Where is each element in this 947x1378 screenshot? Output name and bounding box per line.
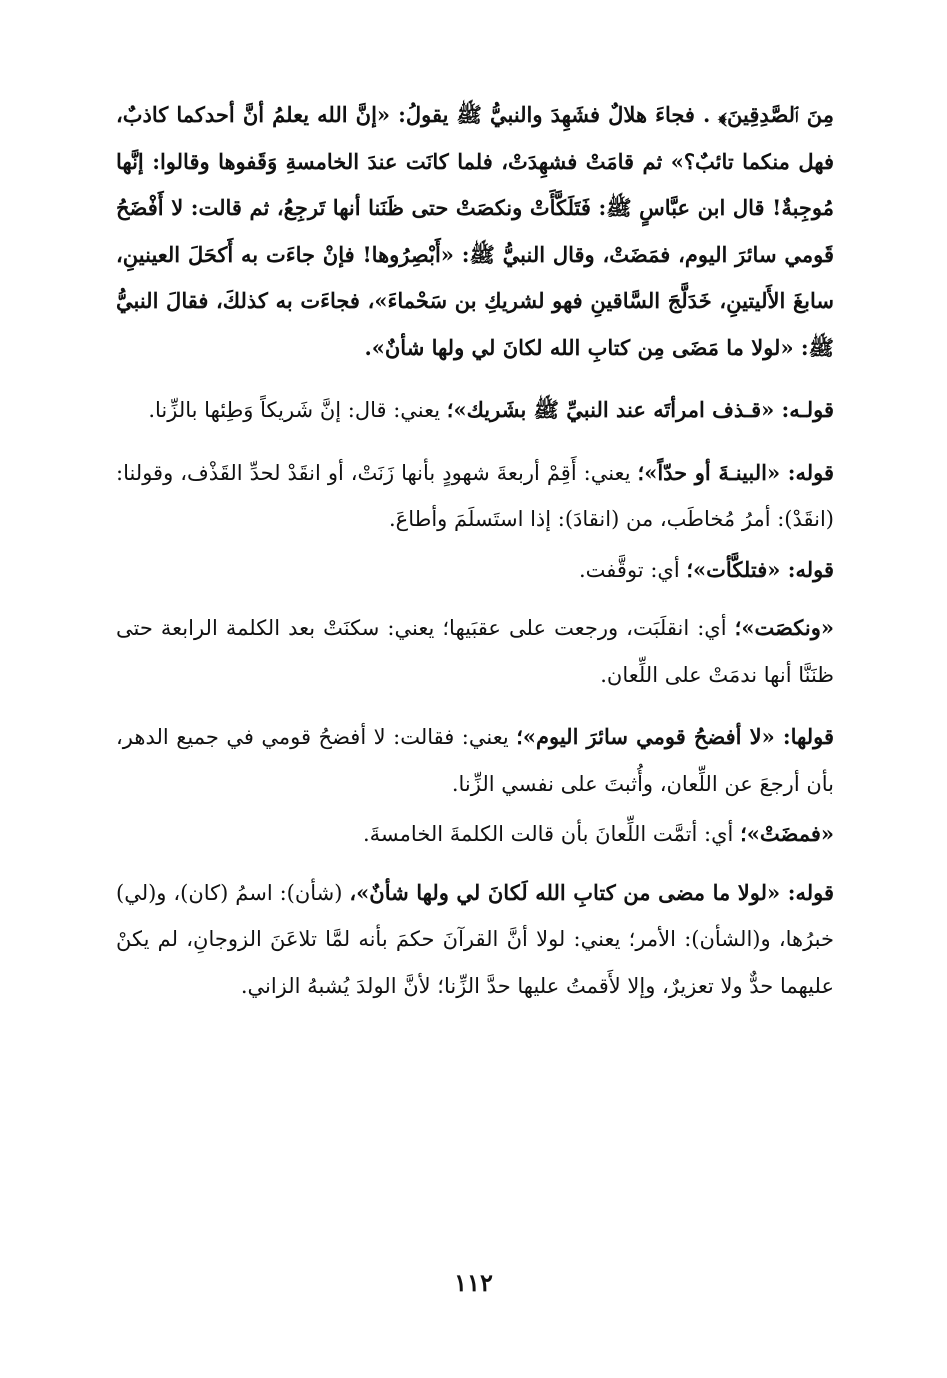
paragraph-commentary-7 (116, 870, 834, 1010)
commentary-label: قوله: «فتلكَّأت»؛ (686, 556, 834, 582)
paragraph-commentary-4 (116, 605, 834, 698)
paragraph-commentary-5 (116, 714, 834, 807)
commentary-text: أي: أتمَّت اللِّعانَ بأن قالت الكلمةَ الخامسةَ. (363, 822, 741, 846)
paragraph-hadith: مِنَ ٱلصَّدِقِينَ﴾ . فجاءَ هلالٌ فشَهِدَ والنبيُّ ﷺ يقولُ: «إنَّ الله يعلمُ أنَّ أحدكما كاذبٌ، فهل منكما تائبٌ؟» ثم قامَتْ فشهِدَتْ، فلما كانَت عندَ الخامسةِ وَقَفوها وقالوا: إنَّها مُوجِبةٌ! قال ابن عبَّاسٍ ﷺ: فَتَلَكَّأَتْ ونكصَتْ حتى ظَنَنا أنها تَرجِعُ، ثم قالت: لا أَفْضَحُ قَومي سائرَ اليوم، فمَضَتْ، وقال النبيُّ ﷺ: «أَبْصِرُوها! فإنْ جاءَت به أَكحَلَ العينينِ، سابغَ الأَليتينِ، خَدَلَّجَ السَّاقينِ فهو لشريكِ بن سَحْماءَ»، فجاءَت به كذلكَ، فقالَ النبيُّ ﷺ: «لولا ما مَضَى مِن كتابِ الله لكانَ لي ولها شأنٌ». (116, 102, 834, 360)
commentary-label: قولـه: «قـذف امرأتَه عند النبيِّ ﷺ بشَريك»؛ (446, 397, 834, 422)
page-number: ١١٢ (454, 1268, 493, 1297)
commentary-text: أي: انقلَبَت، ورجعت على عقبَيها؛ يعني: سكنَتْ بعد الكلمة الرابعة حتى ظنَنَّا أنها ندمَتْ على اللِّعان. (116, 616, 834, 687)
commentary-text: (شأن): اسمُ (كان)، و(لي) خبرُها، و(الشأن): الأمر؛ يعني: لولا أنَّ القرآنَ حكمَ بأنه لمَّا تلاعَنَ الزوجانِ، لم يكنْ عليهما حدٌّ ولا تعزيرٌ، وإلا لأَقمتُ عليها حدَّ الزِّنا؛ لأنَّ الولدَ يُشبهُ الزاني. (116, 880, 834, 998)
commentary-label: «ونكصَت»؛ (734, 615, 834, 640)
paragraph-commentary-3 (116, 547, 834, 594)
commentary-label: «فمضَتْ»؛ (740, 821, 834, 846)
commentary-text: يعني: أَقِمْ أربعةَ شهودٍ بأنها زَنَتْ، أو انقَدْ لحدِّ القَذْف، وقولنا: (انقَدْ): أمرُ مُخاطَب، من (انقادَ): إذا استَسلَمَ وأطاعَ. (116, 460, 834, 531)
paragraph-commentary-1 (116, 387, 834, 434)
paragraph-commentary-6 (116, 811, 834, 858)
commentary-label: قولها: «لا أفضحُ قومي سائرَ اليوم»؛ (516, 724, 835, 749)
commentary-text: أي: توقَّفت. (579, 557, 687, 582)
paragraph-commentary-2 (116, 450, 834, 543)
document-body (116, 92, 834, 1009)
commentary-text: يعني: قال: إنَّ شَريكاً وَطِئها بالزِّنا. (148, 398, 447, 422)
commentary-label: قوله: «لولا ما مضى من كتابِ الله لَكانَ لي ولها شأنٌ»، (349, 879, 834, 905)
commentary-text: يعني: فقالت: لا أفضحُ قومي في جميع الدهر، بأن أرجعَ عن اللِّعان، وأُثبتَ على نفسي الزِّنا. (116, 725, 834, 796)
commentary-label: قوله: «البينـةَ أو حدّاً»؛ (637, 459, 835, 485)
